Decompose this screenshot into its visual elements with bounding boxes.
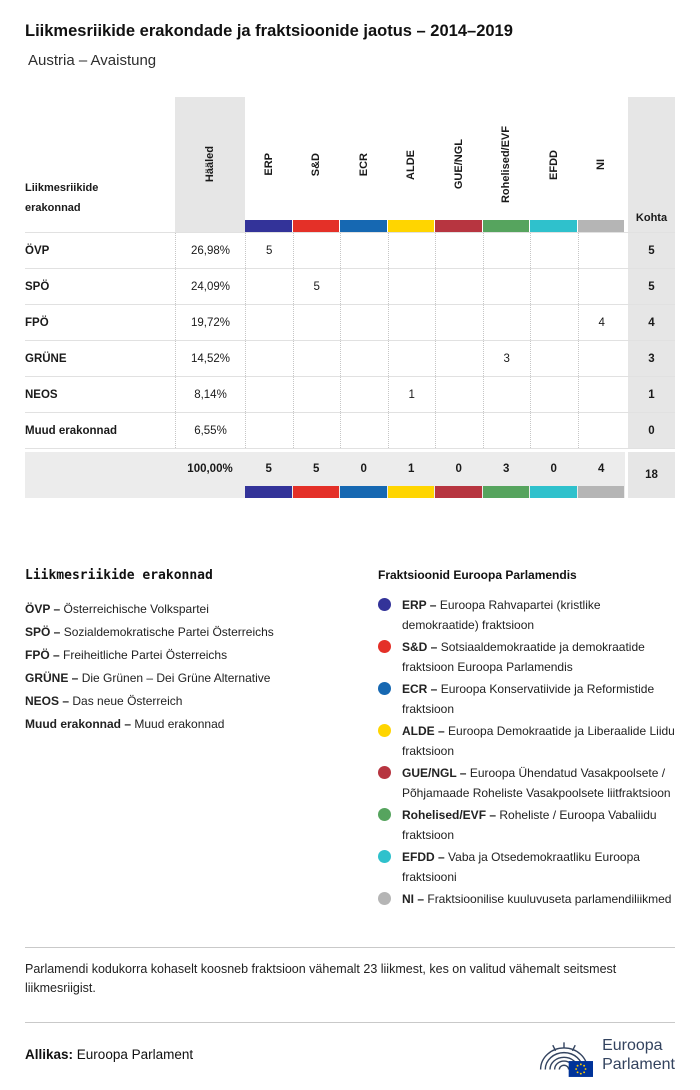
- page-subtitle: Austria – Avaistung: [28, 52, 157, 69]
- seat-cell-efdd: [530, 269, 578, 304]
- total-cell-alde: 1: [388, 452, 436, 498]
- guengl-total-bar: [435, 486, 482, 498]
- votes-cell: 14,52%: [175, 341, 245, 376]
- erp-color-bar: [245, 220, 292, 232]
- column-header-erp: ERP: [245, 97, 293, 232]
- party-name: Muud erakonnad: [25, 424, 118, 437]
- total-cell-rohelised: 3: [483, 452, 531, 498]
- seat-cell-ni: [578, 377, 626, 412]
- column-header-sd: S&D: [293, 97, 341, 232]
- seat-cell-guengl: [435, 377, 483, 412]
- seat-cell-efdd: [530, 341, 578, 376]
- legend-text: Das neue Österreich: [72, 694, 183, 708]
- total-seats-cell: 5: [625, 269, 675, 304]
- seat-cell-guengl: [435, 269, 483, 304]
- legend-abbr: SPÖ –: [25, 625, 61, 639]
- efdd-total-bar: [530, 486, 577, 498]
- source-value: Euroopa Parlament: [76, 1047, 194, 1062]
- legend-item: [25, 667, 378, 690]
- rohelised-color-bar: [483, 220, 530, 232]
- seat-cell-erp: [245, 305, 293, 340]
- legend-text: Freiheitliche Partei Österreichs: [63, 648, 228, 662]
- fraction-legend-title: Fraktsioonid Euroopa Parlamendis: [378, 568, 577, 582]
- legend-text: Sotsiaaldemokraatide ja demokraatide fraktsioon Euroopa Parlamendis: [402, 640, 645, 674]
- seat-cell-rohelised: [483, 233, 531, 268]
- fraction-legend: [378, 568, 675, 911]
- legend-text: Euroopa Konservatiivide ja Reformistide fraktsioon: [402, 682, 655, 716]
- party-name: FPÖ: [25, 316, 49, 329]
- legend-text: Sozialdemokratische Partei Österreichs: [63, 625, 274, 639]
- legend-abbr: NEOS –: [25, 694, 70, 708]
- party-name: GRÜNE: [25, 352, 67, 365]
- legend-color-dot: [378, 724, 391, 737]
- total-seats-cell: 4: [625, 305, 675, 340]
- table-row: [25, 233, 675, 269]
- seat-cell-guengl: [435, 341, 483, 376]
- legend-item: [25, 598, 378, 621]
- votes-cell: 8,14%: [175, 377, 245, 412]
- legend-color-dot: [378, 808, 391, 821]
- rohelised-total-bar: [483, 486, 530, 498]
- seat-cell-efdd: [530, 305, 578, 340]
- total-seats-cell: 0: [625, 413, 675, 448]
- seat-cell-ecr: [340, 305, 388, 340]
- seat-cell-erp: 5: [245, 233, 293, 268]
- seat-cell-sd: [293, 233, 341, 268]
- efdd-color-bar: [530, 220, 577, 232]
- seat-cell-ni: [578, 269, 626, 304]
- seat-cell-sd: [293, 413, 341, 448]
- seat-cell-efdd: [530, 377, 578, 412]
- legend-color-dot: [378, 640, 391, 653]
- seat-cell-ecr: [340, 341, 388, 376]
- legend-abbr: Rohelised/EVF –: [402, 808, 497, 822]
- seat-cell-alde: [388, 233, 436, 268]
- legend-abbr: ECR –: [402, 682, 438, 696]
- legend-item: [25, 713, 378, 736]
- source-line: [25, 1047, 193, 1062]
- seat-cell-rohelised: [483, 413, 531, 448]
- table-row: [25, 269, 675, 305]
- source-label: Allikas:: [25, 1047, 74, 1062]
- table-row: [25, 413, 675, 449]
- hemicycle-flag-icon: [535, 1032, 593, 1077]
- seat-cell-alde: 1: [388, 377, 436, 412]
- total-cell-efdd: 0: [530, 452, 578, 498]
- table-row: [25, 377, 675, 413]
- column-header-alde: ALDE: [388, 97, 436, 232]
- legend-item: [378, 679, 675, 719]
- seat-cell-rohelised: [483, 269, 531, 304]
- seat-cell-ecr: [340, 377, 388, 412]
- seat-cell-ni: 4: [578, 305, 626, 340]
- footer: [25, 1022, 675, 1077]
- corner-header: [25, 97, 175, 232]
- legend-text: Euroopa Demokraatide ja Liberaalide Liidu fraktsioon: [402, 724, 675, 758]
- legend-text: Die Grünen – Dei Grüne Alternative: [81, 671, 271, 685]
- seat-cell-ni: [578, 341, 626, 376]
- seat-cell-erp: [245, 269, 293, 304]
- total-seats-cell: 5: [625, 233, 675, 268]
- legend-color-dot: [378, 682, 391, 695]
- votes-cell: 19,72%: [175, 305, 245, 340]
- legend-text: Euroopa Ühendatud Vasakpoolsete / Põhjamaade Roheliste Vasakpoolsete liitfraktsioon: [402, 766, 671, 800]
- legend-abbr: S&D –: [402, 640, 438, 654]
- seat-cell-sd: [293, 305, 341, 340]
- column-header-ecr: ECR: [340, 97, 388, 232]
- column-header-guengl: GUE/NGL: [435, 97, 483, 232]
- table-row: [25, 305, 675, 341]
- footnote: Parlamendi kodukorra kohaselt koosneb fraktsioon vähemalt 23 liikmest, kes on valitud vähemalt seitsmest liikmesriigist.: [25, 947, 675, 998]
- alde-total-bar: [388, 486, 435, 498]
- legend-item: [25, 644, 378, 667]
- ni-color-bar: [578, 220, 625, 232]
- total-cell-ni: 4: [578, 452, 626, 498]
- total-cell-ecr: 0: [340, 452, 388, 498]
- sd-color-bar: [293, 220, 340, 232]
- page-title: Liikmesriikide erakondade ja fraktsioonide jaotus – 2014–2019: [25, 22, 513, 40]
- seat-cell-rohelised: [483, 377, 531, 412]
- legend-item: [25, 690, 378, 713]
- party-name: ÖVP: [25, 244, 50, 257]
- legend-text: Roheliste / Euroopa Vabaliidu fraktsioon: [402, 808, 657, 842]
- votes-cell: 6,55%: [175, 413, 245, 448]
- legend-abbr: NI –: [402, 892, 425, 906]
- seat-cell-efdd: [530, 413, 578, 448]
- legend-color-dot: [378, 766, 391, 779]
- legend-item: [378, 637, 675, 677]
- legend-color-dot: [378, 850, 391, 863]
- seat-cell-efdd: [530, 233, 578, 268]
- party-name: SPÖ: [25, 280, 50, 293]
- seat-cell-guengl: [435, 413, 483, 448]
- legend-item: [378, 889, 675, 909]
- erp-total-bar: [245, 486, 292, 498]
- column-header-efdd: EFDD: [530, 97, 578, 232]
- total-cell-guengl: 0: [435, 452, 483, 498]
- seat-cell-ecr: [340, 233, 388, 268]
- seats-table: [25, 97, 675, 498]
- corner-header-label: Liikmesriikide erakonnad: [25, 182, 99, 214]
- legend-abbr: EFDD –: [402, 850, 445, 864]
- logo-wordmark: Euroopa Parlament: [602, 1036, 675, 1073]
- seat-cell-ecr: [340, 269, 388, 304]
- seat-cell-erp: [245, 413, 293, 448]
- seat-cell-erp: [245, 377, 293, 412]
- seat-cell-alde: [388, 413, 436, 448]
- guengl-color-bar: [435, 220, 482, 232]
- party-name: NEOS: [25, 388, 58, 401]
- legend-abbr: GUE/NGL –: [402, 766, 467, 780]
- legend-section: [25, 568, 675, 911]
- party-legend: [25, 568, 378, 911]
- column-header-kohta: Kohta: [625, 97, 675, 232]
- european-parliament-logo: [535, 1032, 675, 1077]
- table-row: [25, 341, 675, 377]
- votes-cell: 26,98%: [175, 233, 245, 268]
- total-seats-cell: 3: [625, 341, 675, 376]
- legend-color-dot: [378, 892, 391, 905]
- legend-item: [25, 621, 378, 644]
- legend-abbr: GRÜNE –: [25, 671, 79, 685]
- seat-cell-rohelised: [483, 305, 531, 340]
- legend-text: Österreichische Volkspartei: [63, 602, 209, 616]
- legend-text: Fraktsioonilise kuuluvuseta parlamendiliikmed: [427, 892, 672, 906]
- legend-item: [378, 595, 675, 635]
- legend-item: [378, 721, 675, 761]
- seat-cell-sd: 5: [293, 269, 341, 304]
- legend-text: Vaba ja Otsedemokraatliku Euroopa fraktsiooni: [402, 850, 640, 884]
- ni-total-bar: [578, 486, 625, 498]
- total-label-cell: [25, 452, 175, 498]
- seat-cell-erp: [245, 341, 293, 376]
- legend-text: Euroopa Rahvapartei (kristlike demokraatide) fraktsioon: [402, 598, 601, 632]
- seat-cell-sd: [293, 341, 341, 376]
- seat-cell-ni: [578, 413, 626, 448]
- table-total-row: [25, 452, 675, 498]
- legend-abbr: ÖVP –: [25, 602, 61, 616]
- alde-color-bar: [388, 220, 435, 232]
- legend-abbr: ERP –: [402, 598, 437, 612]
- votes-cell: 24,09%: [175, 269, 245, 304]
- table-header-row: [25, 97, 675, 233]
- column-header-rohelised: Rohelised/EVF: [483, 97, 531, 232]
- total-cell-erp: 5: [245, 452, 293, 498]
- seat-cell-guengl: [435, 305, 483, 340]
- legend-text: Muud erakonnad: [134, 717, 225, 731]
- total-cell-sd: 5: [293, 452, 341, 498]
- seat-cell-guengl: [435, 233, 483, 268]
- seat-cell-alde: [388, 341, 436, 376]
- seat-cell-sd: [293, 377, 341, 412]
- legend-item: [378, 763, 675, 803]
- party-legend-title: Liikmesriikide erakonnad: [25, 568, 213, 583]
- legend-abbr: FPÖ –: [25, 648, 60, 662]
- legend-abbr: ALDE –: [402, 724, 445, 738]
- seat-cell-rohelised: 3: [483, 341, 531, 376]
- total-seats-sum-cell: 18: [625, 452, 675, 498]
- legend-item: [378, 847, 675, 887]
- seat-cell-alde: [388, 305, 436, 340]
- seat-cell-ni: [578, 233, 626, 268]
- ecr-color-bar: [340, 220, 387, 232]
- total-votes-cell: 100,00%: [175, 452, 245, 498]
- seat-cell-ecr: [340, 413, 388, 448]
- legend-abbr: Muud erakonnad –: [25, 717, 132, 731]
- ecr-total-bar: [340, 486, 387, 498]
- column-header-votes: Hääled: [175, 97, 245, 232]
- legend-color-dot: [378, 598, 391, 611]
- seat-cell-alde: [388, 269, 436, 304]
- legend-item: [378, 805, 675, 845]
- column-header-ni: NI: [578, 97, 626, 232]
- total-seats-cell: 1: [625, 377, 675, 412]
- sd-total-bar: [293, 486, 340, 498]
